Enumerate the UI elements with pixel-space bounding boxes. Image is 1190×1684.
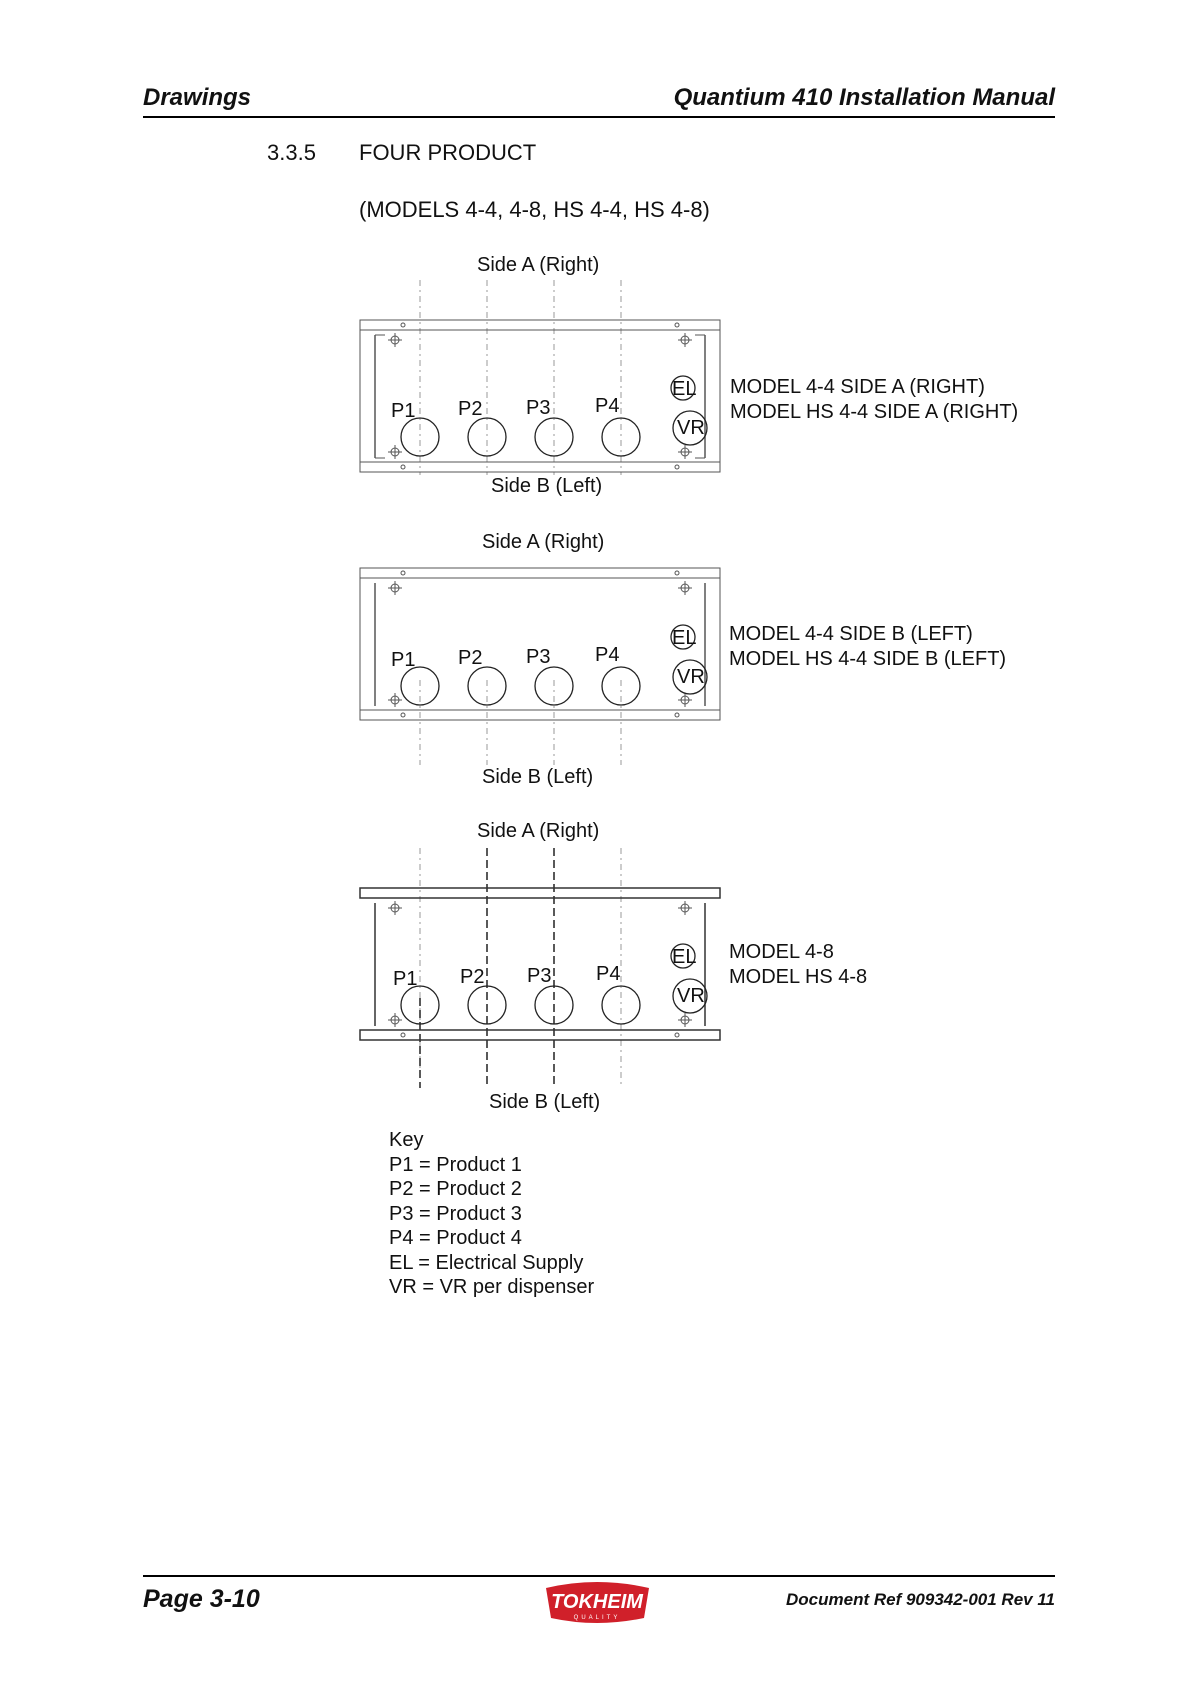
diagram-2-p4-label: P4 bbox=[595, 644, 620, 666]
key-item-p2: P2 = Product 2 bbox=[389, 1178, 522, 1200]
diagram-2-side-top-label: Side A (Right) bbox=[482, 531, 605, 553]
footer-rule bbox=[143, 1575, 1055, 1577]
diagram-2-model-line-2: MODEL HS 4-4 SIDE B (LEFT) bbox=[729, 648, 1007, 670]
diagram-2-plan-drawing bbox=[355, 560, 730, 770]
diagram-3-side-top-label: Side A (Right) bbox=[477, 820, 600, 842]
diagram-3-vr-label: VR bbox=[677, 985, 705, 1007]
diagram-3-p1-label: P1 bbox=[393, 968, 418, 990]
diagram-1-side-top-label: Side A (Right) bbox=[477, 254, 600, 276]
header-rule bbox=[143, 116, 1055, 118]
section-title: FOUR PRODUCT bbox=[359, 140, 537, 165]
diagram-1-p3-label: P3 bbox=[526, 397, 551, 419]
footer-page-number: Page 3-10 bbox=[143, 1585, 260, 1613]
diagram-1-el-label: EL bbox=[672, 378, 697, 400]
diagram-1-vr-label: VR bbox=[677, 417, 705, 439]
diagram-2-p3-label: P3 bbox=[526, 646, 551, 668]
diagram-1-side-bottom-label: Side B (Left) bbox=[491, 475, 603, 497]
key-item-el: EL = Electrical Supply bbox=[389, 1251, 584, 1274]
diagram-3-plan-drawing bbox=[355, 848, 730, 1093]
diagram-1-model-labels bbox=[730, 375, 1018, 425]
key-legend bbox=[389, 1128, 594, 1300]
key-title: Key bbox=[389, 1129, 424, 1151]
diagram-1-p2-label: P2 bbox=[458, 398, 483, 420]
diagram-1-model-line-1: MODEL 4-4 SIDE A (RIGHT) bbox=[730, 376, 985, 398]
key-item-p1: P1 = Product 1 bbox=[389, 1153, 522, 1176]
key-item-vr: VR = VR per dispenser bbox=[389, 1276, 595, 1298]
footer-document-ref: Document Ref 909342-001 Rev 11 bbox=[786, 1590, 1055, 1609]
header-manual-title: Quantium 410 Installation Manual bbox=[673, 84, 1055, 111]
diagram-3-p2-label: P2 bbox=[460, 966, 485, 988]
section-subtitle: (MODELS 4-4, 4-8, HS 4-4, HS 4-8) bbox=[359, 197, 710, 222]
diagram-2-p2-label: P2 bbox=[458, 647, 483, 669]
diagram-2-model-labels bbox=[729, 622, 1006, 672]
diagram-3-side-bottom-label: Side B (Left) bbox=[489, 1091, 601, 1113]
key-item-p3: P3 = Product 3 bbox=[389, 1202, 522, 1225]
diagram-2-vr-label: VR bbox=[677, 666, 705, 688]
diagram-3-el-label: EL bbox=[672, 946, 697, 968]
diagram-1-model-line-2: MODEL HS 4-4 SIDE A (RIGHT) bbox=[730, 401, 1019, 423]
diagram-1-p4-label: P4 bbox=[595, 395, 620, 417]
diagram-3-model-line-2: MODEL HS 4-8 bbox=[729, 966, 868, 988]
diagram-2-el-label: EL bbox=[672, 627, 697, 649]
diagram-2-p1-label: P1 bbox=[391, 649, 416, 671]
diagram-3-model-line-1: MODEL 4-8 bbox=[729, 941, 834, 963]
header-section-title: Drawings bbox=[143, 84, 252, 111]
diagram-2-side-bottom-label: Side B (Left) bbox=[482, 766, 594, 788]
logo-text: TOKHEIM bbox=[551, 1591, 643, 1613]
section-number: 3.3.5 bbox=[267, 140, 316, 165]
key-item-p4: P4 = Product 4 bbox=[389, 1227, 522, 1249]
diagram-3-p3-label: P3 bbox=[527, 965, 552, 987]
diagram-1-plan-drawing bbox=[355, 280, 730, 480]
diagram-2-model-line-1: MODEL 4-4 SIDE B (LEFT) bbox=[729, 623, 973, 645]
diagram-1-p1-label: P1 bbox=[391, 400, 416, 422]
logo-subtext: QUALITY bbox=[573, 1615, 621, 1621]
diagram-3-p4-label: P4 bbox=[596, 963, 621, 985]
diagram-3-model-labels bbox=[729, 940, 867, 990]
tokheim-logo bbox=[540, 1578, 655, 1628]
